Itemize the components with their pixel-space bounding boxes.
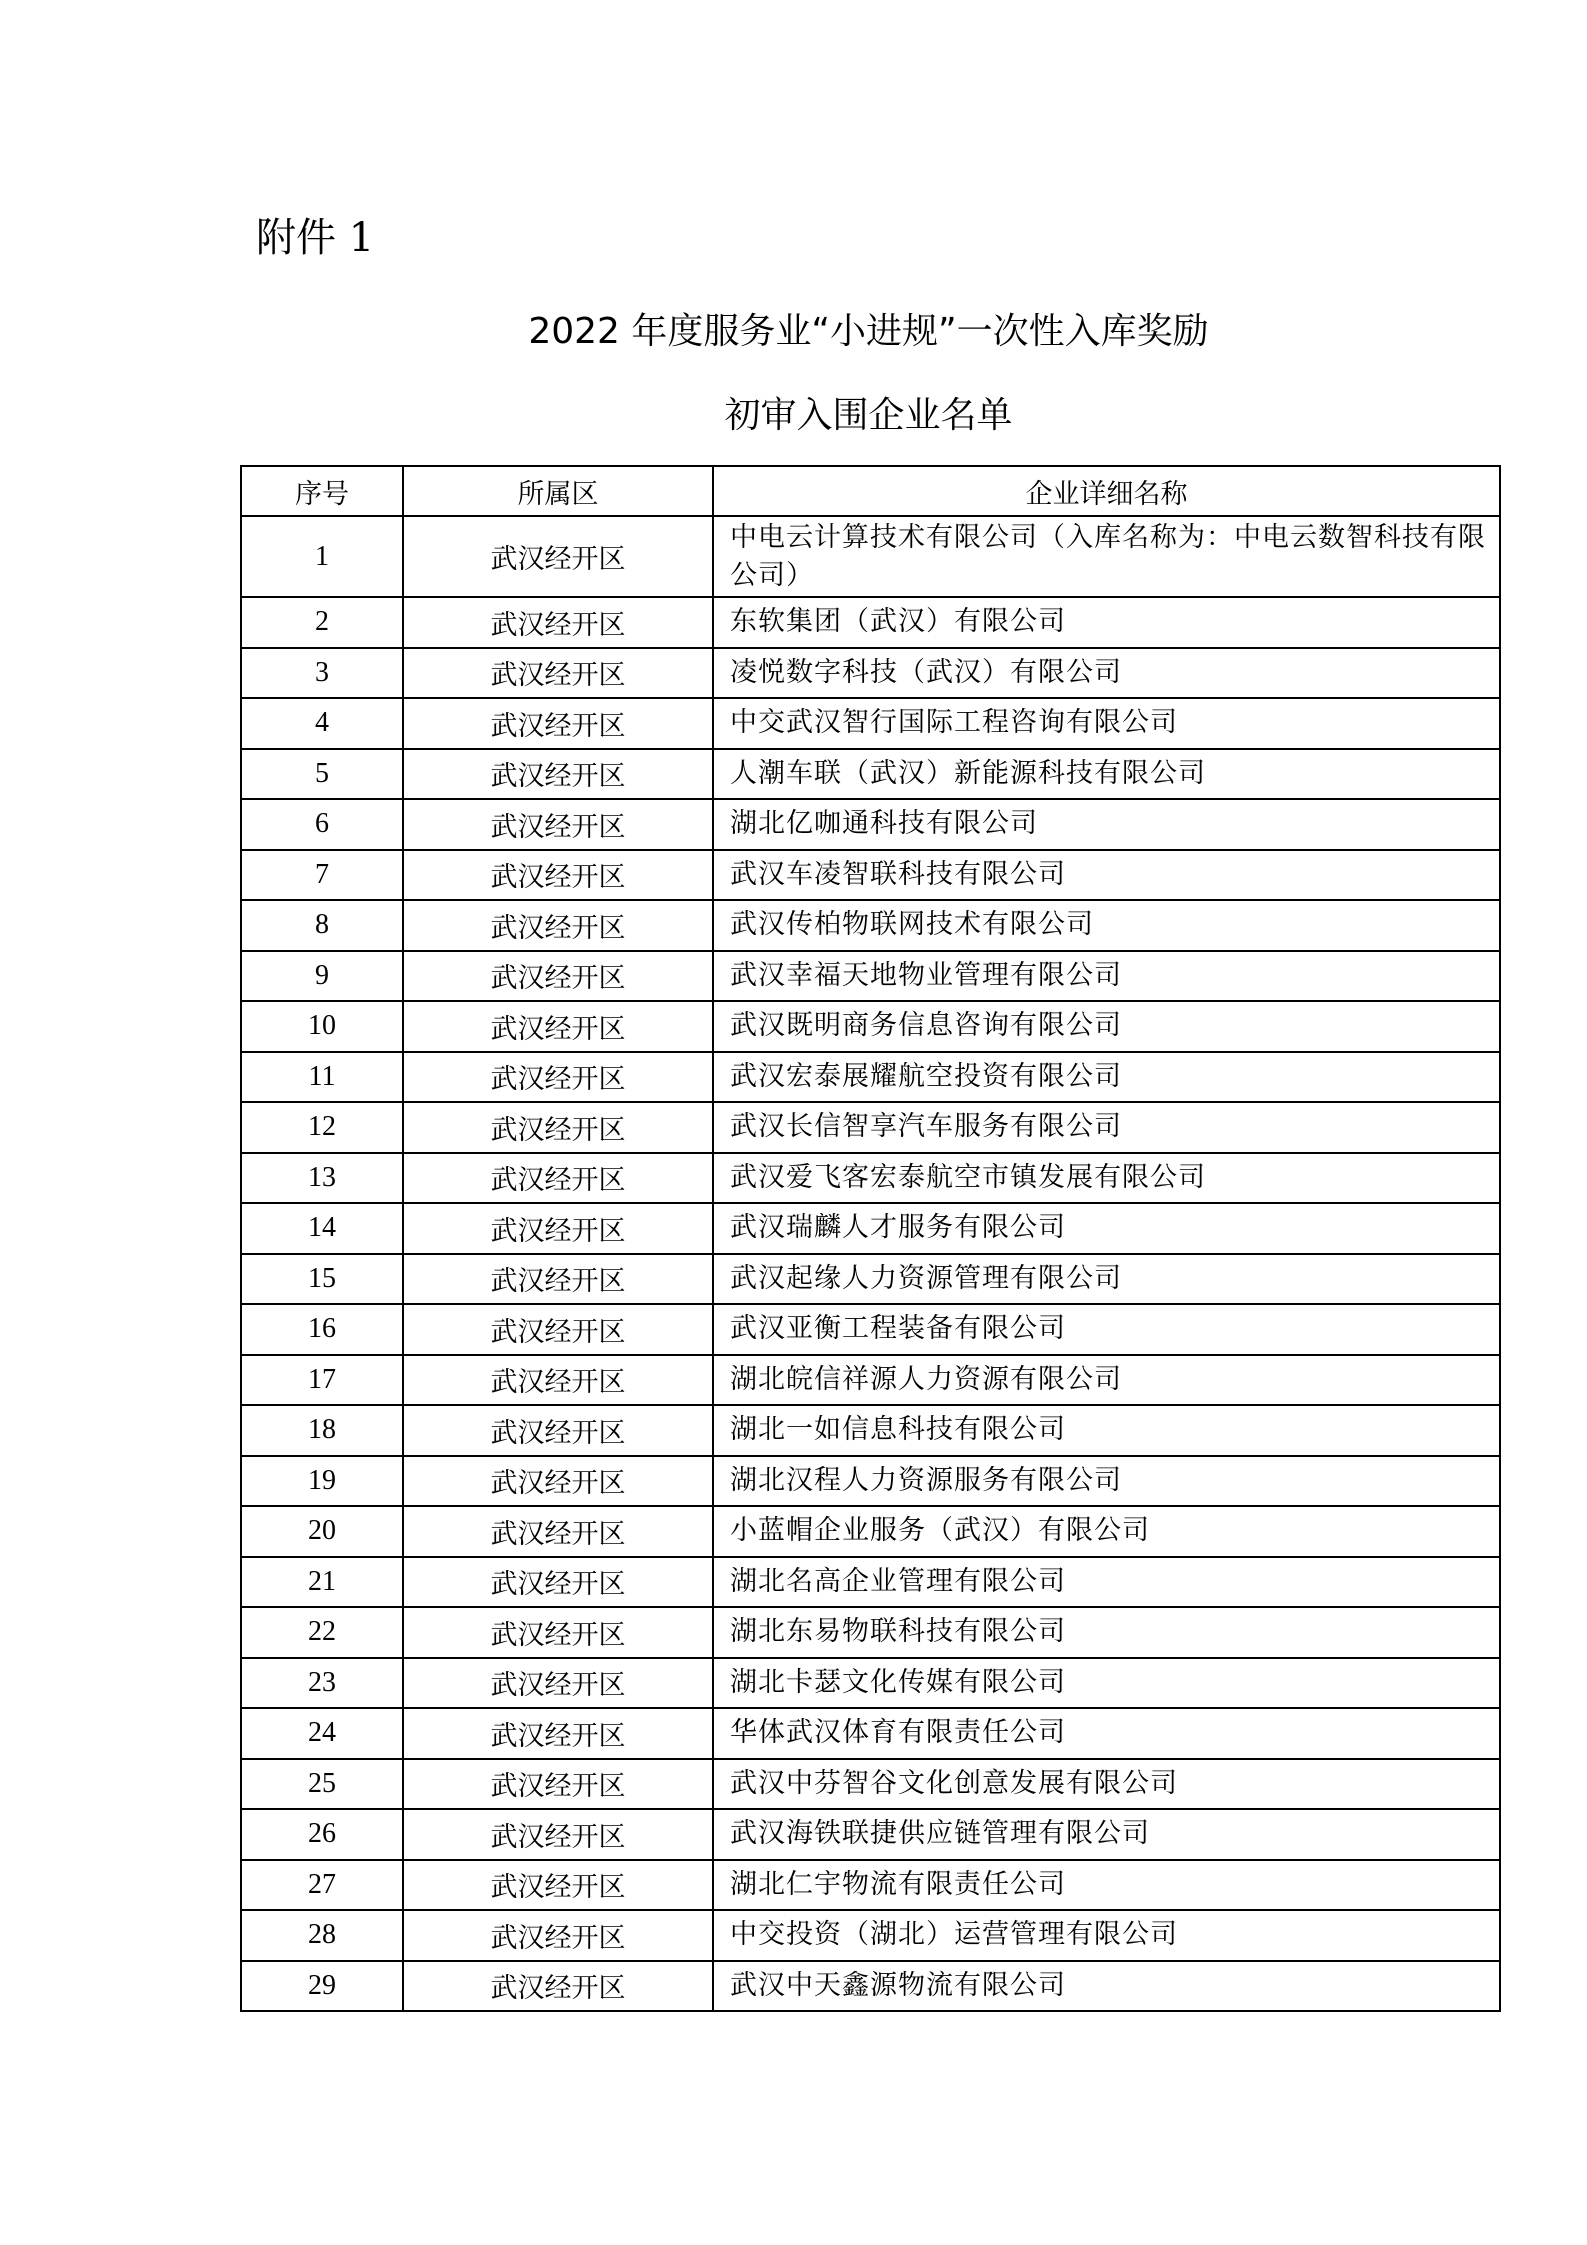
cell-company-name: 湖北汉程人力资源服务有限公司: [713, 1456, 1500, 1507]
cell-company-name: 中交投资（湖北）运营管理有限公司: [713, 1910, 1500, 1961]
cell-seq: 9: [241, 951, 403, 1002]
table-row: [241, 1658, 1500, 1709]
cell-district: 武汉经开区: [403, 1910, 713, 1961]
cell-seq: 2: [241, 597, 403, 648]
cell-company-name: 湖北名高企业管理有限公司: [713, 1557, 1500, 1608]
table-header-row: [241, 466, 1500, 516]
table-row: [241, 1355, 1500, 1406]
table-row: [241, 1405, 1500, 1456]
cell-seq: 8: [241, 900, 403, 951]
cell-seq: 4: [241, 698, 403, 749]
table-row: [241, 1001, 1500, 1052]
cell-district: 武汉经开区: [403, 1001, 713, 1052]
document-title: 2022 年度服务业“小进规”一次性入库奖励: [528, 311, 1209, 352]
cell-seq: 16: [241, 1304, 403, 1355]
table-row: [241, 951, 1500, 1002]
cell-company-name: 湖北皖信祥源人力资源有限公司: [713, 1355, 1500, 1406]
cell-company-name: 湖北卡瑟文化传媒有限公司: [713, 1658, 1500, 1709]
enterprise-list-table: [240, 465, 1501, 2012]
cell-company-name: 湖北仁宇物流有限责任公司: [713, 1860, 1500, 1911]
cell-company-name: 湖北一如信息科技有限公司: [713, 1405, 1500, 1456]
cell-district: 武汉经开区: [403, 597, 713, 648]
cell-seq: 3: [241, 648, 403, 699]
table-row: [241, 1759, 1500, 1810]
cell-district: 武汉经开区: [403, 900, 713, 951]
cell-seq: 28: [241, 1910, 403, 1961]
cell-seq: 1: [241, 516, 403, 597]
cell-company-name: 武汉既明商务信息咨询有限公司: [713, 1001, 1500, 1052]
cell-seq: 13: [241, 1153, 403, 1204]
cell-company-name: 中交武汉智行国际工程咨询有限公司: [713, 698, 1500, 749]
cell-district: 武汉经开区: [403, 698, 713, 749]
cell-district: 武汉经开区: [403, 1304, 713, 1355]
cell-seq: 17: [241, 1355, 403, 1406]
cell-seq: 7: [241, 850, 403, 901]
table-row: [241, 1102, 1500, 1153]
cell-company-name: 华体武汉体育有限责任公司: [713, 1708, 1500, 1759]
cell-district: 武汉经开区: [403, 951, 713, 1002]
cell-company-name: 武汉亚衡工程装备有限公司: [713, 1304, 1500, 1355]
cell-company-name: 武汉宏泰展耀航空投资有限公司: [713, 1052, 1500, 1103]
table-row: [241, 1052, 1500, 1103]
cell-seq: 21: [241, 1557, 403, 1608]
cell-district: 武汉经开区: [403, 1203, 713, 1254]
cell-company-name: 中电云计算技术有限公司（入库名称为：中电云数智科技有限公司）: [713, 516, 1500, 597]
cell-seq: 15: [241, 1254, 403, 1305]
cell-company-name: 武汉爱飞客宏泰航空市镇发展有限公司: [713, 1153, 1500, 1204]
cell-district: 武汉经开区: [403, 1809, 713, 1860]
table-row: [241, 799, 1500, 850]
table-row: [241, 1506, 1500, 1557]
cell-company-name: 武汉起缘人力资源管理有限公司: [713, 1254, 1500, 1305]
cell-company-name: 湖北亿咖通科技有限公司: [713, 799, 1500, 850]
cell-seq: 26: [241, 1809, 403, 1860]
cell-company-name: 武汉中芬智谷文化创意发展有限公司: [713, 1759, 1500, 1810]
table-row: [241, 1961, 1500, 2012]
cell-district: 武汉经开区: [403, 1456, 713, 1507]
table-row: [241, 1607, 1500, 1658]
cell-seq: 14: [241, 1203, 403, 1254]
cell-seq: 27: [241, 1860, 403, 1911]
table-row: [241, 900, 1500, 951]
cell-seq: 20: [241, 1506, 403, 1557]
cell-district: 武汉经开区: [403, 1405, 713, 1456]
table-row: [241, 1254, 1500, 1305]
table-row: [241, 516, 1500, 597]
cell-district: 武汉经开区: [403, 1355, 713, 1406]
table-row: [241, 1809, 1500, 1860]
cell-district: 武汉经开区: [403, 1961, 713, 2012]
cell-district: 武汉经开区: [403, 1759, 713, 1810]
table-row: [241, 1910, 1500, 1961]
table-row: [241, 1153, 1500, 1204]
cell-district: 武汉经开区: [403, 1506, 713, 1557]
cell-company-name: 小蓝帽企业服务（武汉）有限公司: [713, 1506, 1500, 1557]
cell-company-name: 东软集团（武汉）有限公司: [713, 597, 1500, 648]
document-subtitle: 初审入围企业名单: [724, 395, 1013, 436]
table-row: [241, 648, 1500, 699]
cell-seq: 24: [241, 1708, 403, 1759]
table-row: [241, 597, 1500, 648]
cell-district: 武汉经开区: [403, 850, 713, 901]
cell-seq: 6: [241, 799, 403, 850]
table-row: [241, 1860, 1500, 1911]
cell-district: 武汉经开区: [403, 1102, 713, 1153]
cell-district: 武汉经开区: [403, 516, 713, 597]
cell-seq: 5: [241, 749, 403, 800]
cell-district: 武汉经开区: [403, 1052, 713, 1103]
cell-company-name: 凌悦数字科技（武汉）有限公司: [713, 648, 1500, 699]
table-row: [241, 1557, 1500, 1608]
cell-district: 武汉经开区: [403, 1607, 713, 1658]
cell-district: 武汉经开区: [403, 799, 713, 850]
cell-company-name: 人潮车联（武汉）新能源科技有限公司: [713, 749, 1500, 800]
cell-company-name: 武汉长信智享汽车服务有限公司: [713, 1102, 1500, 1153]
cell-district: 武汉经开区: [403, 1708, 713, 1759]
cell-company-name: 武汉海铁联捷供应链管理有限公司: [713, 1809, 1500, 1860]
cell-seq: 25: [241, 1759, 403, 1810]
header-seq: 序号: [241, 466, 403, 516]
table-row: [241, 1456, 1500, 1507]
cell-company-name: 武汉中天鑫源物流有限公司: [713, 1961, 1500, 2012]
cell-district: 武汉经开区: [403, 1557, 713, 1608]
table-row: [241, 749, 1500, 800]
cell-company-name: 武汉幸福天地物业管理有限公司: [713, 951, 1500, 1002]
cell-district: 武汉经开区: [403, 1860, 713, 1911]
cell-seq: 12: [241, 1102, 403, 1153]
cell-seq: 10: [241, 1001, 403, 1052]
table-row: [241, 1708, 1500, 1759]
header-district: 所属区: [403, 466, 713, 516]
cell-district: 武汉经开区: [403, 648, 713, 699]
cell-district: 武汉经开区: [403, 1254, 713, 1305]
cell-seq: 18: [241, 1405, 403, 1456]
cell-district: 武汉经开区: [403, 1658, 713, 1709]
cell-company-name: 湖北东易物联科技有限公司: [713, 1607, 1500, 1658]
table-row: [241, 698, 1500, 749]
cell-seq: 23: [241, 1658, 403, 1709]
cell-company-name: 武汉车凌智联科技有限公司: [713, 850, 1500, 901]
cell-seq: 19: [241, 1456, 403, 1507]
cell-district: 武汉经开区: [403, 1153, 713, 1204]
table-row: [241, 1304, 1500, 1355]
cell-district: 武汉经开区: [403, 749, 713, 800]
cell-seq: 11: [241, 1052, 403, 1103]
cell-seq: 29: [241, 1961, 403, 2012]
table-body: [241, 516, 1500, 2011]
cell-company-name: 武汉瑞麟人才服务有限公司: [713, 1203, 1500, 1254]
header-company-name: 企业详细名称: [713, 466, 1500, 516]
cell-seq: 22: [241, 1607, 403, 1658]
cell-company-name: 武汉传柏物联网技术有限公司: [713, 900, 1500, 951]
table-row: [241, 850, 1500, 901]
attachment-label: 附件 1: [256, 215, 375, 261]
table-row: [241, 1203, 1500, 1254]
